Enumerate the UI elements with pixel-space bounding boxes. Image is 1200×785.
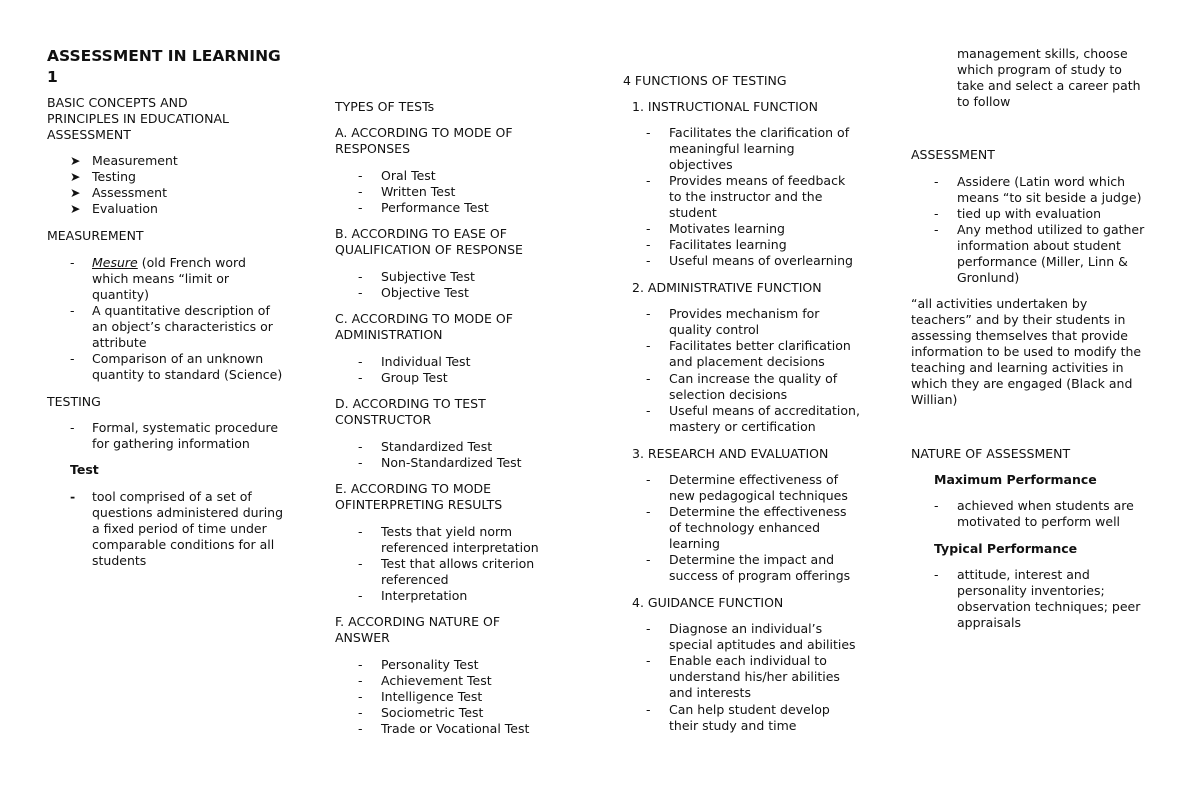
- test-subheading: Test: [70, 462, 99, 477]
- test-def-line: tool comprised of a set of: [92, 489, 252, 504]
- dash-bullet: -: [934, 498, 939, 513]
- function-item-line: quality control: [669, 322, 760, 337]
- category-c-heading: C. ACCORDING TO MODE OF: [335, 311, 513, 326]
- testing-item-line: for gathering information: [92, 436, 250, 451]
- function-item-line: Facilitates better clarification: [669, 338, 851, 353]
- test-type-item: Group Test: [381, 370, 448, 385]
- dash-bullet: -: [358, 588, 363, 603]
- basic-heading-line-3: ASSESSMENT: [47, 127, 131, 142]
- types-heading: TYPES OF TESTs: [335, 99, 435, 114]
- dash-bullet: -: [358, 673, 363, 688]
- dash-bullet: -: [358, 657, 363, 672]
- quote-line: teaching and learning activities in: [911, 360, 1124, 375]
- dash-bullet: -: [358, 285, 363, 300]
- measurement-item-line: which means “limit or: [92, 271, 230, 286]
- maximum-performance-subheading: Maximum Performance: [934, 472, 1097, 487]
- test-type-item: Achievement Test: [381, 673, 492, 688]
- concept-item: Measurement: [92, 153, 178, 168]
- dash-bullet: -: [934, 567, 939, 582]
- category-e-heading: OFINTERPRETING RESULTS: [335, 497, 503, 512]
- function-item-line: new pedagogical techniques: [669, 488, 848, 503]
- dash-bullet: -: [646, 403, 651, 418]
- dash-bullet: -: [358, 354, 363, 369]
- arrow-bullet-icon: ➤: [70, 201, 81, 216]
- function-item-line: objectives: [669, 157, 733, 172]
- function-item-line: meaningful learning: [669, 141, 795, 156]
- testing-heading: TESTING: [47, 394, 101, 409]
- test-type-item: referenced: [381, 572, 449, 587]
- mesure-term: Mesure: [92, 255, 138, 270]
- dash-bullet: -: [358, 705, 363, 720]
- test-def-line: students: [92, 553, 147, 568]
- function-item-line: and interests: [669, 685, 751, 700]
- category-e-heading: E. ACCORDING TO MODE: [335, 481, 492, 496]
- function-item-line: Determine the effectiveness: [669, 504, 847, 519]
- function-item-line: Useful means of overlearning: [669, 253, 853, 268]
- category-b-heading: B. ACCORDING TO EASE OF: [335, 226, 507, 241]
- basic-heading-line-1: BASIC CONCEPTS AND: [47, 95, 188, 110]
- dash-bullet: -: [646, 221, 651, 236]
- dash-bullet: -: [358, 455, 363, 470]
- test-type-item: Tests that yield norm: [381, 524, 513, 539]
- dash-bullet: -: [646, 237, 651, 252]
- test-type-item: Standardized Test: [381, 439, 493, 454]
- continued-line: take and select a career path: [957, 78, 1141, 93]
- quote-line: Willian): [911, 392, 958, 407]
- dash-bullet: -: [646, 338, 651, 353]
- dash-bullet: -: [646, 621, 651, 636]
- measurement-item-line: Comparison of an unknown: [92, 351, 264, 366]
- concept-item: Evaluation: [92, 201, 158, 216]
- dash-bullet: -: [70, 351, 75, 366]
- continued-line: which program of study to: [957, 62, 1122, 77]
- function-item-line: Can increase the quality of: [669, 371, 838, 386]
- category-a-heading: A. ACCORDING TO MODE OF: [335, 125, 513, 140]
- assessment-item-line: information about student: [957, 238, 1121, 253]
- measurement-item-line: attribute: [92, 335, 147, 350]
- dash-bullet: -: [934, 222, 939, 237]
- test-type-item: Oral Test: [381, 168, 436, 183]
- nature-item-line: observation techniques; peer: [957, 599, 1141, 614]
- dash-bullet: -: [358, 439, 363, 454]
- assessment-item-line: tied up with evaluation: [957, 206, 1102, 221]
- function-item-line: special aptitudes and abilities: [669, 637, 856, 652]
- dash-bullet: -: [646, 371, 651, 386]
- nature-heading: NATURE OF ASSESSMENT: [911, 446, 1071, 461]
- quote-line: assessing themselves that provide: [911, 328, 1128, 343]
- assessment-item-line: Gronlund): [957, 270, 1020, 285]
- function-item-line: Facilitates learning: [669, 237, 787, 252]
- category-f-heading: F. ACCORDING NATURE OF: [335, 614, 501, 629]
- function-item-line: selection decisions: [669, 387, 788, 402]
- measurement-item-line: an object’s characteristics or: [92, 319, 273, 334]
- test-type-item: Intelligence Test: [381, 689, 483, 704]
- function-item-line: student: [669, 205, 717, 220]
- function-item-line: Provides mechanism for: [669, 306, 820, 321]
- dash-bullet: -: [646, 504, 651, 519]
- doc-title-line-1: ASSESSMENT IN LEARNING: [47, 47, 281, 65]
- concept-item: Assessment: [92, 185, 167, 200]
- dash-bullet: -: [358, 168, 363, 183]
- function-item-line: Can help student develop: [669, 702, 830, 717]
- typical-performance-subheading: Typical Performance: [934, 541, 1078, 556]
- doc-title-line-2: 1: [47, 68, 58, 86]
- mesure-rest: (old French word: [137, 255, 246, 270]
- continued-line: to follow: [957, 94, 1011, 109]
- nature-item-line: achieved when students are: [957, 498, 1134, 513]
- dash-bullet: -: [70, 255, 75, 270]
- nature-item-line: appraisals: [957, 615, 1021, 630]
- dash-bullet: -: [646, 306, 651, 321]
- quote-line: “all activities undertaken by: [911, 296, 1088, 311]
- quote-line: teachers” and by their students in: [911, 312, 1126, 327]
- basic-heading-line-2: PRINCIPLES IN EDUCATIONAL: [47, 111, 230, 126]
- measurement-item-line: [92, 255, 246, 271]
- function-item-line: understand his/her abilities: [669, 669, 840, 684]
- dash-bullet: -: [358, 524, 363, 539]
- function-item-line: Facilitates the clarification of: [669, 125, 850, 140]
- test-type-item: Trade or Vocational Test: [381, 721, 530, 736]
- functions-heading: 4 FUNCTIONS OF TESTING: [623, 73, 787, 88]
- function-item-line: learning: [669, 536, 720, 551]
- test-type-item: Sociometric Test: [381, 705, 484, 720]
- dash-bullet: -: [358, 689, 363, 704]
- function-item-line: Motivates learning: [669, 221, 785, 236]
- function-4-heading: 4. GUIDANCE FUNCTION: [632, 595, 784, 610]
- function-1-heading: 1. INSTRUCTIONAL FUNCTION: [632, 99, 818, 114]
- dash-bullet: -: [358, 556, 363, 571]
- function-item-line: Diagnose an individual’s: [669, 621, 823, 636]
- test-type-item: Written Test: [381, 184, 456, 199]
- dash-bullet: -: [358, 721, 363, 736]
- test-type-item: Subjective Test: [381, 269, 475, 284]
- category-a-heading: RESPONSES: [335, 141, 411, 156]
- function-item-line: Useful means of accreditation,: [669, 403, 860, 418]
- quote-line: information to be used to modify the: [911, 344, 1142, 359]
- quote-line: which they are engaged (Black and: [911, 376, 1133, 391]
- category-d-heading: CONSTRUCTOR: [335, 412, 432, 427]
- test-type-item: Performance Test: [381, 200, 489, 215]
- dash-bullet: -: [646, 472, 651, 487]
- nature-item-line: personality inventories;: [957, 583, 1105, 598]
- assessment-item-line: Any method utilized to gather: [957, 222, 1145, 237]
- assessment-heading: ASSESSMENT: [911, 147, 995, 162]
- function-item-line: success of program offerings: [669, 568, 851, 583]
- nature-item-line: motivated to perform well: [957, 514, 1121, 529]
- function-item-line: to the instructor and the: [669, 189, 823, 204]
- category-c-heading: ADMINISTRATION: [335, 327, 443, 342]
- test-type-item: referenced interpretation: [381, 540, 539, 555]
- test-def-line: comparable conditions for all: [92, 537, 275, 552]
- dash-bullet: -: [646, 653, 651, 668]
- test-type-item: Interpretation: [381, 588, 468, 603]
- function-item-line: Enable each individual to: [669, 653, 827, 668]
- dash-bullet: -: [646, 702, 651, 717]
- dash-bullet: -: [358, 269, 363, 284]
- dash-bullet: -: [646, 125, 651, 140]
- arrow-bullet-icon: ➤: [70, 169, 81, 184]
- dash-bullet: -: [934, 174, 939, 189]
- function-3-heading: 3. RESEARCH AND EVALUATION: [632, 446, 829, 461]
- dash-bullet: -: [646, 253, 651, 268]
- dash-bullet: -: [70, 303, 75, 318]
- dash-bullet: -: [70, 489, 76, 504]
- arrow-bullet-icon: ➤: [70, 153, 81, 168]
- function-item-line: their study and time: [669, 718, 797, 733]
- continued-line: management skills, choose: [957, 46, 1128, 61]
- function-item-line: Provides means of feedback: [669, 173, 846, 188]
- measurement-heading: MEASUREMENT: [47, 228, 144, 243]
- dash-bullet: -: [646, 173, 651, 188]
- test-type-item: Personality Test: [381, 657, 479, 672]
- function-item-line: Determine effectiveness of: [669, 472, 839, 487]
- assessment-item-line: performance (Miller, Linn &: [957, 254, 1128, 269]
- assessment-item-line: Assidere (Latin word which: [957, 174, 1126, 189]
- dash-bullet: -: [358, 200, 363, 215]
- function-item-line: Determine the impact and: [669, 552, 835, 567]
- dash-bullet: -: [646, 552, 651, 567]
- test-def-line: questions administered during: [92, 505, 284, 520]
- concept-item: Testing: [92, 169, 136, 184]
- test-type-item: Individual Test: [381, 354, 471, 369]
- function-item-line: mastery or certification: [669, 419, 816, 434]
- dash-bullet: -: [358, 370, 363, 385]
- nature-item-line: attitude, interest and: [957, 567, 1090, 582]
- function-item-line: of technology enhanced: [669, 520, 821, 535]
- dash-bullet: -: [70, 420, 75, 435]
- category-f-heading: ANSWER: [335, 630, 390, 645]
- category-b-heading: QUALIFICATION OF RESPONSE: [335, 242, 523, 257]
- dash-bullet: -: [358, 184, 363, 199]
- test-type-item: Non-Standardized Test: [381, 455, 522, 470]
- measurement-item-line: A quantitative description of: [92, 303, 270, 318]
- assessment-item-line: means “to sit beside a judge): [957, 190, 1142, 205]
- test-type-item: Test that allows criterion: [381, 556, 535, 571]
- dash-bullet: -: [934, 206, 939, 221]
- category-d-heading: D. ACCORDING TO TEST: [335, 396, 486, 411]
- function-item-line: and placement decisions: [669, 354, 825, 369]
- function-2-heading: 2. ADMINISTRATIVE FUNCTION: [632, 280, 822, 295]
- test-def-line: a fixed period of time under: [92, 521, 267, 536]
- arrow-bullet-icon: ➤: [70, 185, 81, 200]
- measurement-item-line: quantity to standard (Science): [92, 367, 283, 382]
- test-type-item: Objective Test: [381, 285, 469, 300]
- testing-item-line: Formal, systematic procedure: [92, 420, 279, 435]
- measurement-item-line: quantity): [92, 287, 149, 302]
